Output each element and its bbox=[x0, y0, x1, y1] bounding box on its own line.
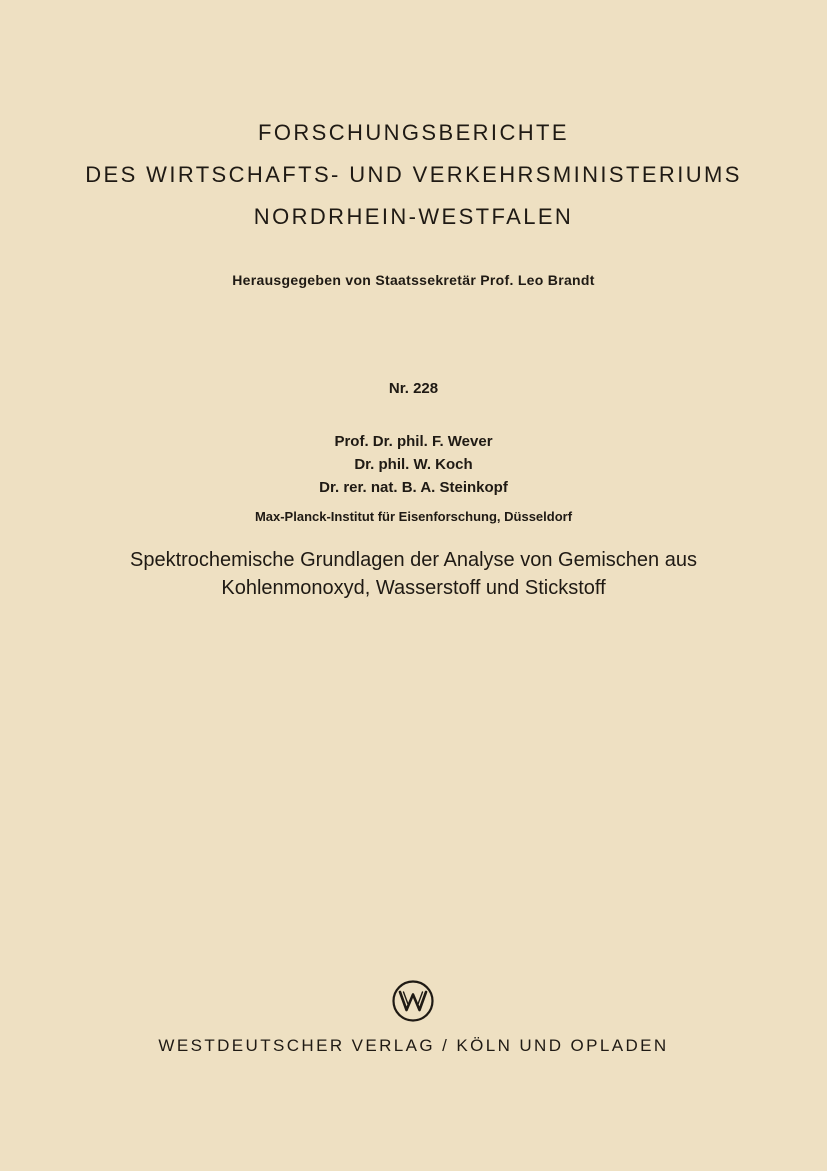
series-title-line-2: DES WIRTSCHAFTS- UND VERKEHRSMINISTERIUMS bbox=[85, 162, 742, 187]
series-title-line-1: FORSCHUNGSBERICHTE bbox=[258, 120, 569, 145]
series-title-line-3: NORDRHEIN-WESTFALEN bbox=[253, 204, 574, 229]
author-3: Dr. rer. nat. B. A. Steinkopf bbox=[319, 479, 508, 496]
logo-graphic bbox=[391, 979, 435, 1023]
editor-line: Herausgegeben von Staatssekretär Prof. Leo Brandt bbox=[232, 272, 595, 288]
book-title-line-2: Kohlenmonoxyd, Wasserstoff und Stickstoff bbox=[221, 577, 606, 599]
institute-affiliation: Max-Planck-Institut für Eisenforschung, Düsseldorf bbox=[254, 509, 573, 524]
book-title-line-1: Spektrochemische Grundlagen der Analyse von Gemischen aus bbox=[130, 549, 697, 571]
volume-number: Nr. 228 bbox=[388, 380, 439, 397]
westdeutscher-verlag-w-logo-icon bbox=[391, 979, 435, 1023]
publisher-imprint: WESTDEUTSCHER VERLAG / KÖLN UND OPLADEN bbox=[158, 1036, 669, 1055]
book-title bbox=[0, 546, 827, 602]
author-list bbox=[0, 430, 827, 499]
series-title bbox=[0, 112, 827, 238]
author-2: Dr. phil. W. Koch bbox=[354, 456, 473, 473]
author-1: Prof. Dr. phil. F. Wever bbox=[334, 433, 493, 450]
